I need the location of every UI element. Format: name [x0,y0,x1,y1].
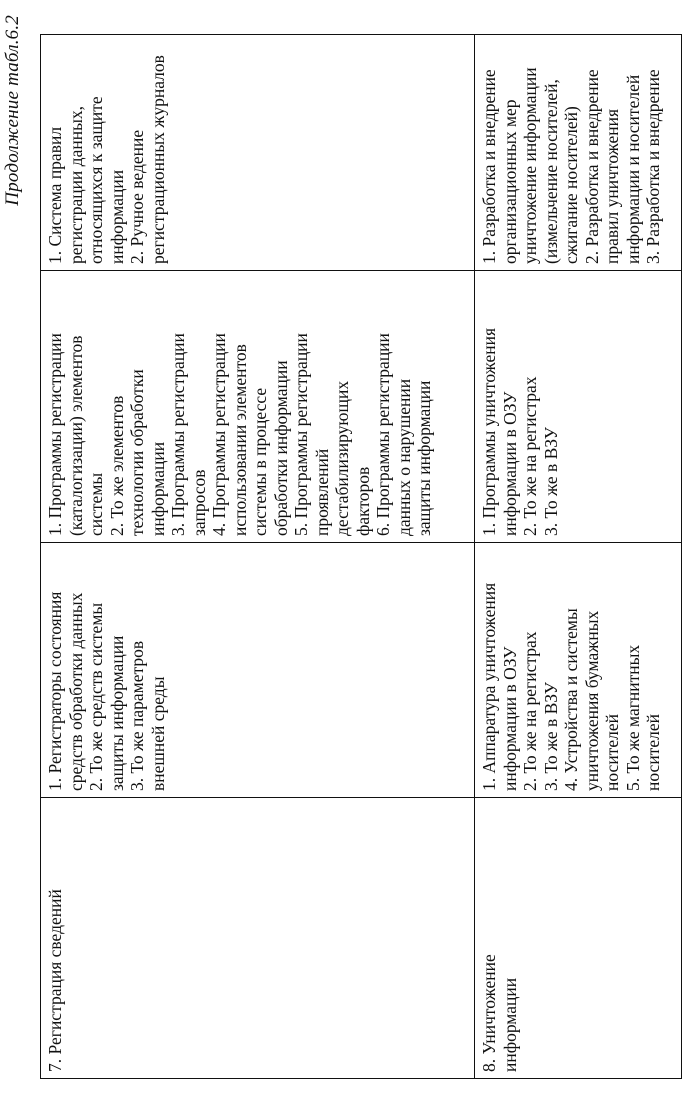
table-row [475,35,681,1078]
row-7-organizational-cell: 1. Система правил регистрации данных, относящихся к защите информации 2. Ручное ведение регистрационных журналов [45,55,168,264]
row-7-hardware-cell: 1. Регистраторы состояния средств обработки данных 2. То же средств системы защиты информации 3. То же параметров внешней среды [41,542,474,797]
table-caption: Продолжение табл.6.2 [2,15,23,206]
row-8-hardware-cell: 1. Аппаратура уничтожения информации в ОЗУ 2. То же на регистрах 3. То же в ВЗУ 4. Устройства и системы уничтожения бумажных носителей 5. То же магнитных носителей [475,542,681,797]
table-row [41,35,475,1078]
protection-measures-table [40,34,682,1079]
row-8-function-cell: 8. Уничтожение информации [475,797,681,1078]
row-7-software-cell: 1. Программы регистрации (каталогизации) элементов системы 2. То же элементов технологии обработки информации 3. Программы регистрации запросов 4. Программы регистрации использовании элементов системы в процессе обработки информации 5. Программы регистрации проявлений дестабилизирующих факторов 6. Программы регистрации данных о нарушении защиты информации [41,270,474,542]
row-8-organizational-cell: 1. Разработка и внедрение организационных мер уничтожение информации (измельчение носителей, сжигание носителей) 2. Разработка и внедрение правил уничтожения информации и носителей 3. Разработка и внедрение [479,67,663,264]
row-7-function-cell: 7. Регистрация сведений [41,797,474,1078]
row-8-software-cell: 1. Программы уничтожения информации в ОЗУ 2. То же на регистрах 3. То же в ВЗУ [475,270,681,542]
